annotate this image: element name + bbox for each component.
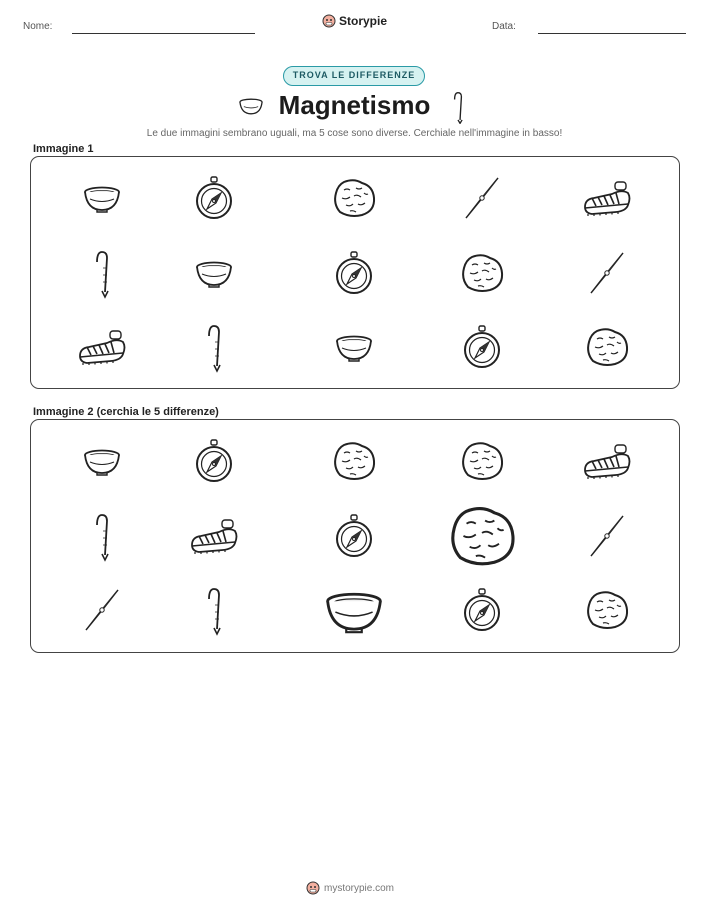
- image1-hook-icon: [92, 248, 112, 298]
- bowl-decoration-icon: [238, 96, 264, 116]
- name-line[interactable]: [72, 33, 255, 34]
- date-label: Data:: [492, 21, 516, 32]
- image2-sandal-icon[interactable]: [189, 517, 239, 555]
- brand-name: Storypie: [339, 14, 388, 28]
- image1-rock-icon: [585, 327, 629, 367]
- image2-rock-icon[interactable]: [460, 441, 504, 481]
- image1-compass-icon: [334, 251, 374, 295]
- image2-bowl-icon[interactable]: [82, 446, 122, 476]
- image1-label: Immagine 1: [33, 143, 94, 155]
- image2-compass-icon[interactable]: [334, 514, 374, 558]
- brand: [322, 14, 387, 28]
- image2-compass-icon[interactable]: [462, 588, 502, 632]
- hook-decoration-icon: [450, 90, 466, 124]
- storypie-footer-logo-icon: [306, 881, 320, 895]
- image1-rock-icon: [460, 253, 504, 293]
- image1-compass-needle-icon: [462, 175, 502, 221]
- page-title: Magnetismo: [278, 90, 431, 120]
- name-label: Nome:: [23, 21, 53, 32]
- image1-bowl-icon: [194, 258, 234, 288]
- image2-rock-icon[interactable]: [448, 505, 516, 567]
- footer-url: mystorypie.com: [324, 882, 395, 894]
- image2-label: Immagine 2 (cerchia le 5 differenze): [33, 406, 219, 418]
- title-row: [0, 88, 709, 126]
- image1-sandal-icon: [77, 328, 127, 366]
- image2-panel[interactable]: [30, 419, 680, 653]
- storypie-logo-icon: [322, 14, 336, 28]
- image1-hook-icon: [204, 322, 224, 372]
- image2-bowl-icon[interactable]: [323, 587, 385, 634]
- image1-bowl-icon: [334, 332, 374, 362]
- image1-panel: [30, 156, 680, 389]
- footer: [306, 881, 394, 895]
- image2-compass-icon[interactable]: [194, 439, 234, 483]
- image2-rock-icon[interactable]: [585, 590, 629, 630]
- image1-sandal-icon: [582, 179, 632, 217]
- image1-compass-icon: [194, 176, 234, 220]
- image2-rock-icon[interactable]: [332, 441, 376, 481]
- image1-compass-icon: [462, 325, 502, 369]
- image1-compass-needle-icon: [587, 250, 627, 296]
- image1-rock-icon: [332, 178, 376, 218]
- image2-hook-icon[interactable]: [204, 585, 224, 635]
- image2-compass-needle-icon[interactable]: [82, 587, 122, 633]
- image2-compass-needle-icon[interactable]: [587, 513, 627, 559]
- instructions: Le due immagini sembrano uguali, ma 5 cose sono diverse. Cerchiale nell'immagine in basso!: [146, 128, 563, 139]
- date-line[interactable]: [538, 33, 686, 34]
- image2-hook-icon[interactable]: [92, 511, 112, 561]
- activity-badge: TROVA LE DIFFERENZE: [283, 66, 425, 86]
- image2-sandal-icon[interactable]: [582, 442, 632, 480]
- image1-bowl-icon: [82, 183, 122, 213]
